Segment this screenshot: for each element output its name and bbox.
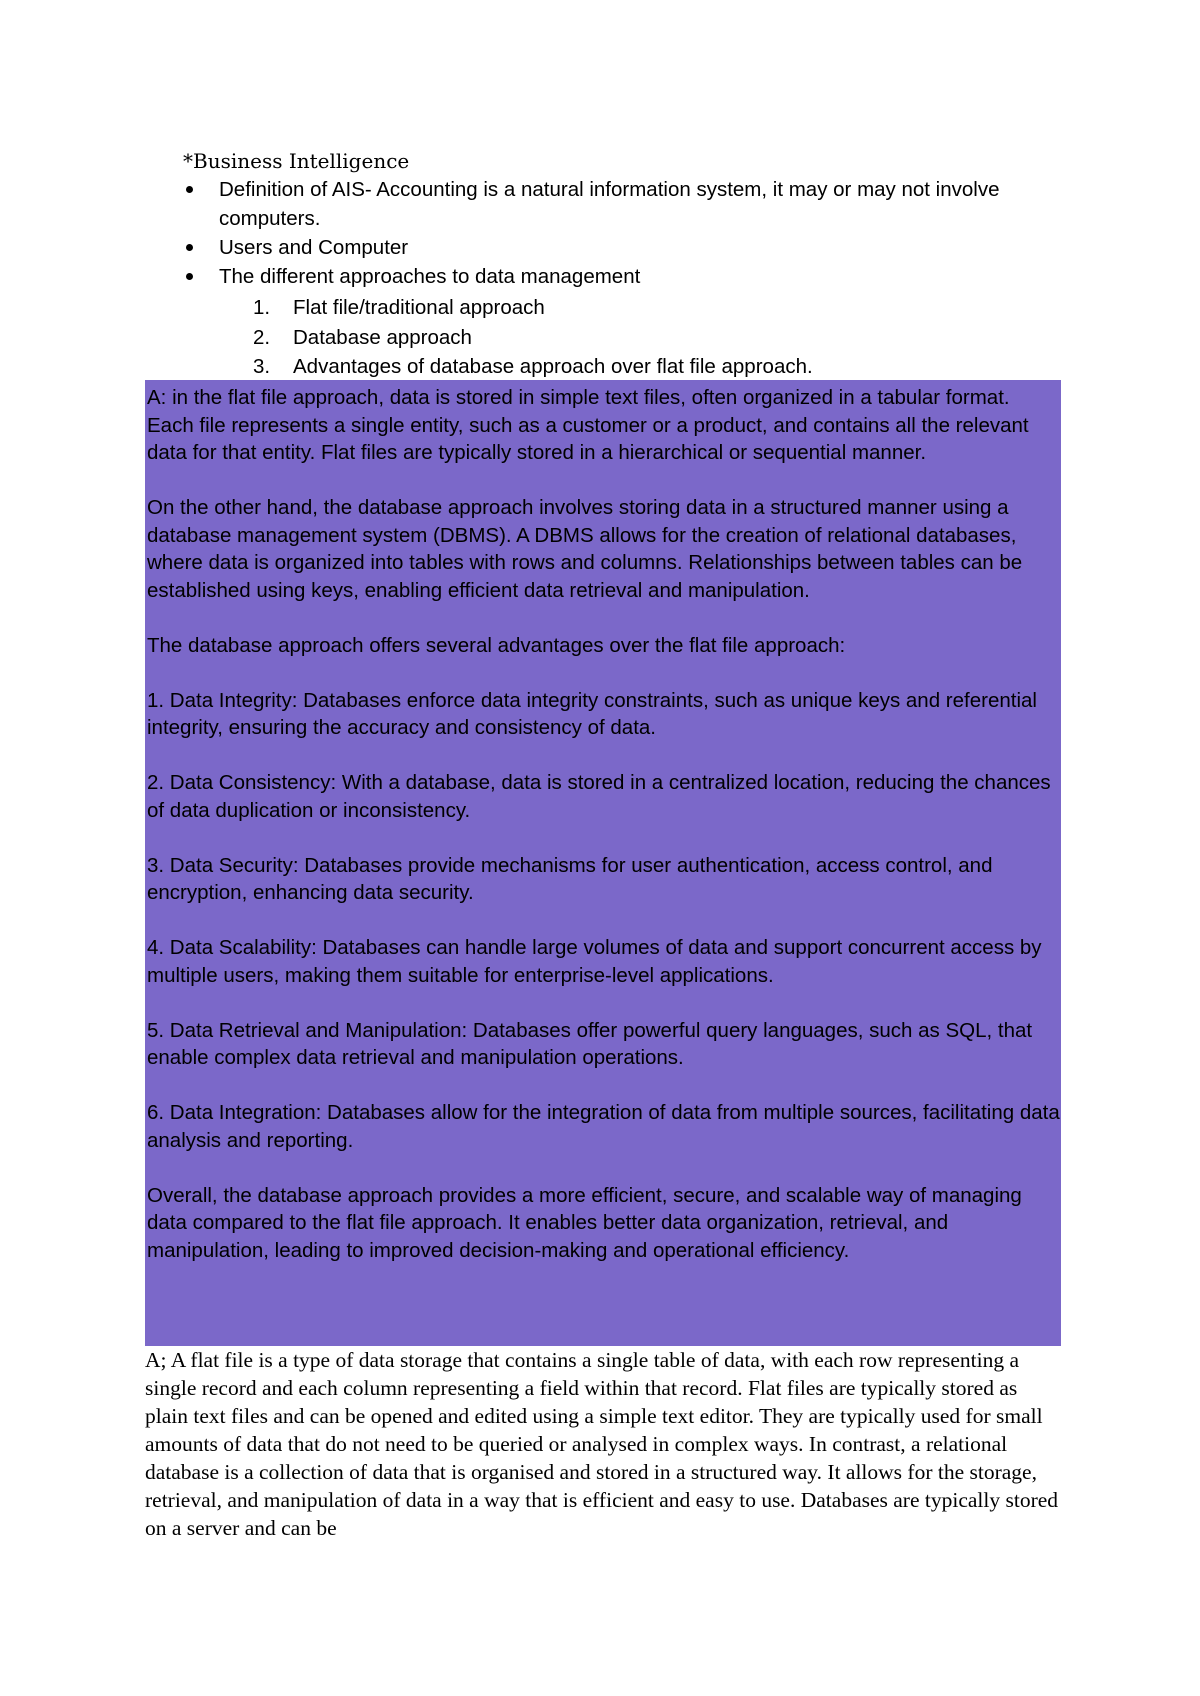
item-number: 2. — [253, 325, 271, 349]
answer-paragraph: 5. Data Retrieval and Manipulation: Databases offer powerful query languages, such as SQL, that enable complex data retrieval and manipulation operations. — [147, 1018, 1033, 1069]
item-number: 1. — [253, 296, 271, 319]
bullet-item: Users and Computer — [183, 233, 1063, 262]
answer-paragraph: On the other hand, the database approach involves storing data in a structured manner using a database management system (DBMS). A DBMS allows for the creation of relational databases, where data is organized into tables with rows and columns. Relationships between tables can be established using keys, enabling efficient data retrieval and manipulation. — [147, 496, 1023, 602]
item-text: Flat file/traditional approach — [293, 296, 545, 319]
second-answer: A; A flat file is a type of data storage that contains a single table of data, with each row representing a single record and each column representing a field within that record. Flat files are typically stored as plain text files and can be opened and edited using a simple text editor. They are typically used for small amounts of data that do not need to be queried or analysed in complex ways. In contrast, a relational database is a collection of data that is organised and stored in a structured way. It allows for the storage, retrieval, and manipulation of data in a way that is efficient and easy to use. Databases are typically stored on a server and can be — [145, 1348, 1059, 1540]
answer-paragraph: A: in the flat file approach, data is stored in simple text files, often organized in a tabular format. Each file represents a single entity, such as a customer or a product, and contains all the relevant data for that entity. Flat files are typically stored in a hierarchical or sequential manner. — [147, 386, 1029, 464]
answer-paragraph: 3. Data Security: Databases provide mechanisms for user authentication, access control, and encryption, enhancing data security. — [147, 853, 993, 904]
bullet-item: Definition of AIS- Accounting is a natural information system, it may or may not involve computers. — [183, 175, 1063, 233]
document-heading: *Business Intelligence — [183, 149, 410, 173]
bullet-list — [183, 175, 1063, 291]
numbered-list — [253, 293, 1073, 382]
bullet-item: The different approaches to data management — [183, 262, 1063, 291]
answer-paragraph: 2. Data Consistency: With a database, data is stored in a centralized location, reducing the chances of data duplication or inconsistency. — [147, 771, 1051, 822]
highlighted-answer — [145, 380, 1061, 1346]
answer-paragraph: 1. Data Integrity: Databases enforce data integrity constraints, such as unique keys and referential integrity, ensuring the accuracy and consistency of data. — [147, 688, 1037, 739]
numbered-item — [253, 323, 1073, 353]
answer-paragraph: The database approach offers several advantages over the flat file approach: — [147, 633, 846, 657]
item-text: Advantages of database approach over flat file approach. — [293, 355, 813, 378]
answer-paragraph: 6. Data Integration: Databases allow for the integration of data from multiple sources, facilitating data analysis and reporting. — [147, 1101, 1060, 1152]
numbered-item — [253, 293, 1073, 323]
item-text: Database approach — [293, 325, 472, 349]
numbered-item — [253, 352, 1073, 382]
answer-paragraph: Overall, the database approach provides a more efficient, secure, and scalable way of managing data compared to the flat file approach. It enables better data organization, retrieval, and manipulation, leading to improved decision-making and operational efficiency. — [147, 1183, 1022, 1262]
answer-paragraph: 4. Data Scalability: Databases can handle large volumes of data and support concurrent access by multiple users, making them suitable for enterprise-level applications. — [147, 936, 1042, 987]
item-number: 3. — [253, 355, 271, 378]
